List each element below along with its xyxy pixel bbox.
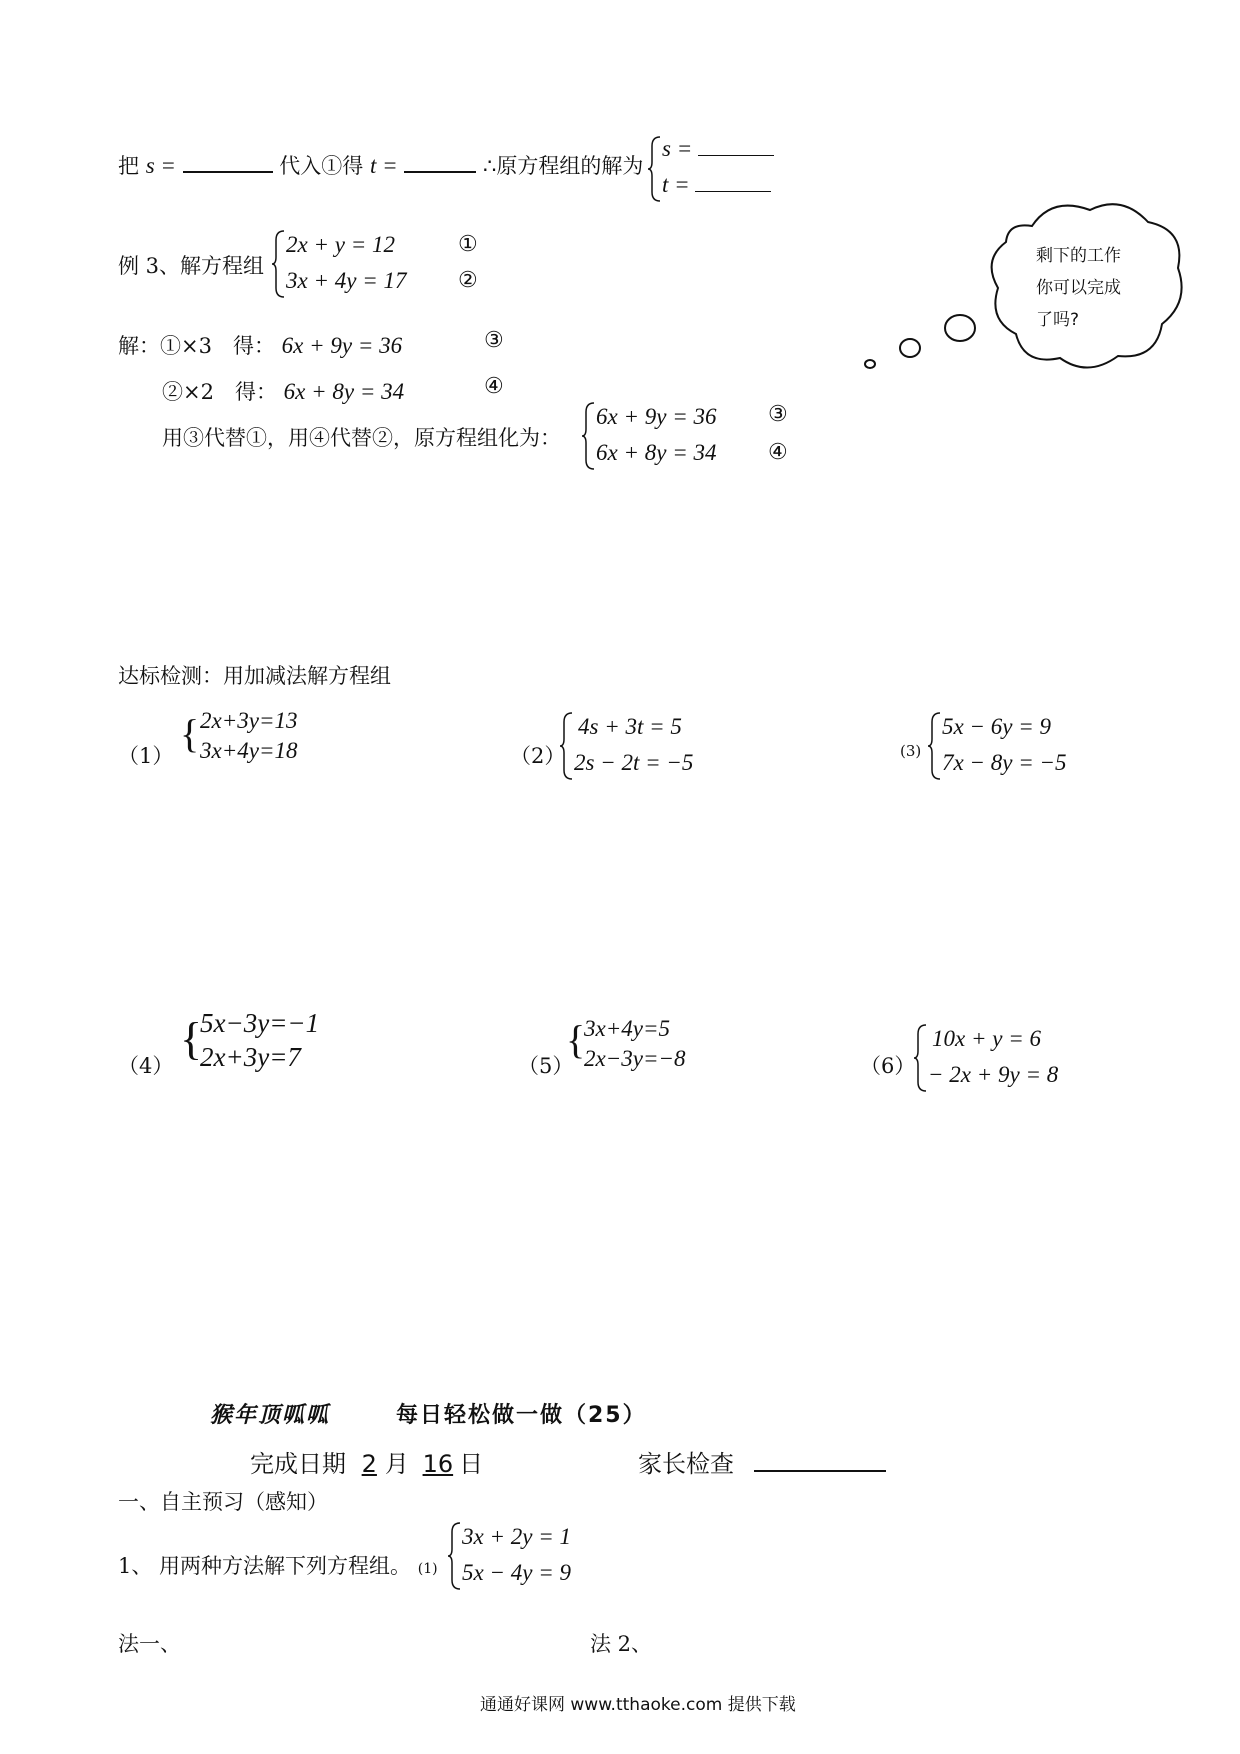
problem-2-eq2: 2s − 2t = −5 [574,750,694,775]
solution-step2-prefix: ②×2 得： [162,380,277,404]
problem-5-label: （5） [518,1054,574,1078]
brace-icon: { [566,1017,586,1062]
answer-s: s = [662,136,693,161]
brace-icon [914,1024,928,1092]
problem-1-label: （1） [118,744,174,768]
parent-check [638,1444,886,1479]
question-1-system [448,1522,648,1592]
problem-3-system [928,712,1128,782]
problem-6-eq2: − 2x + 9y = 8 [928,1062,1059,1087]
text-ba: 把 [118,154,139,178]
example3-label: 例 3、解方程组 [118,254,265,278]
problem-4-system [180,1008,380,1078]
question-1-eq2: 5x − 4y = 9 [462,1560,571,1585]
text-substitute: 代入①得 [279,154,364,178]
brace-icon: { [180,711,200,756]
problem-3-eq2: 7x − 8y = −5 [942,750,1067,775]
daily-title-right: 每日轻松做一做（25） [396,1403,647,1428]
brace-icon [560,712,574,780]
t-equals: t = [369,153,398,178]
problem-6-eq1: 10x + y = 6 [932,1026,1041,1051]
tag-circle-3: ③ [484,328,504,353]
problem-5-eq2: 2x−3y=−8 [584,1046,686,1071]
month-unit: 月 [384,1450,409,1478]
solution-system-eq2: 6x + 8y = 34 [596,440,717,465]
question-1 [118,1550,438,1580]
problem-2-label: （2） [510,744,566,768]
answer-t-blank [695,173,771,192]
problem-2-eq1: 4s + 3t = 5 [578,714,682,739]
thought-line-3: 了吗? [1036,310,1080,330]
completion-line [250,1444,483,1479]
practice-title: 达标检测：用加减法解方程组 [118,664,391,688]
t-blank [404,151,476,173]
solution-step2-eq: 6x + 8y = 34 [283,379,405,404]
problem-4-label: （4） [118,1054,174,1078]
tag-circle-3b: ③ [768,402,788,427]
thought-bubble-text [1036,240,1121,336]
date-label: 完成日期 [250,1450,346,1478]
tag-circle-4: ④ [484,374,504,399]
question-1-text: 1、 用两种方法解下列方程组。 [118,1554,412,1578]
method-1-label: 法一、 [118,1632,181,1656]
month-value: 2 [361,1450,377,1478]
parent-check-label: 家长检查 [638,1450,734,1478]
method-2-label: 法 2、 [590,1632,653,1656]
solution-system-eq1: 6x + 9y = 36 [596,404,717,429]
problem-6-label: （6） [860,1054,916,1078]
answer-s-blank [698,137,774,156]
solution-step1-eq: 6x + 9y = 36 [281,333,403,358]
thought-bubble-icon [856,196,1192,378]
problem-3-label: (3) [900,742,922,760]
problem-5-eq1: 3x+4y=5 [584,1016,670,1041]
question-1-eq1: 3x + 2y = 1 [462,1524,571,1549]
brace-icon: { [180,1013,203,1064]
problem-4-eq2: 2x+3y=7 [200,1042,301,1072]
brace-icon [928,712,942,780]
solution-line-1 [118,330,402,360]
problem-1-eq1: 2x+3y=13 [200,708,298,733]
thought-line-2: 你可以完成 [1036,278,1121,298]
tag-circle-2: ② [458,268,478,293]
solution-line-2 [162,376,404,406]
brace-icon [272,230,286,298]
brace-icon [582,402,596,470]
problem-4-eq1: 5x−3y=−1 [200,1008,320,1038]
problem-2-system [560,712,760,782]
solution-step1-prefix: 解：①×3 得： [118,334,275,358]
problem-5-system [566,1016,746,1080]
footer-text: 通通好课网 www.tthaoke.com 提供下载 [480,1695,796,1715]
problem-6-system [914,1024,1114,1094]
answer-system [648,136,788,206]
tag-circle-4b: ④ [768,440,788,465]
daily-title-left: 猴年顶呱呱 [210,1403,331,1428]
tag-circle-1: ① [458,232,478,257]
substitution-line [118,150,643,180]
parent-check-blank [754,1448,886,1472]
solution-system [582,402,782,472]
question-1-label: (1) [417,1561,438,1577]
solution-line-3: 用③代替①，用④代替②，原方程组化为： [162,426,561,450]
problem-1-eq2: 3x+4y=18 [200,738,298,763]
brace-icon [448,1522,462,1590]
problem-3-eq1: 5x − 6y = 9 [942,714,1051,739]
section-1-heading: 一、自主预习（感知） [118,1490,328,1514]
brace-icon [648,136,662,202]
s-blank [183,151,273,173]
text-solution-is: ∴原方程组的解为 [483,154,644,178]
answer-t: t = [662,172,690,197]
example3-eq2: 3x + 4y = 17 [286,268,407,293]
thought-line-1: 剩下的工作 [1036,246,1121,266]
problem-1-system [180,708,360,772]
day-unit: 日 [459,1450,484,1478]
example3-eq1: 2x + y = 12 [286,232,395,257]
day-value: 16 [422,1450,454,1478]
s-equals: s = [145,153,176,178]
